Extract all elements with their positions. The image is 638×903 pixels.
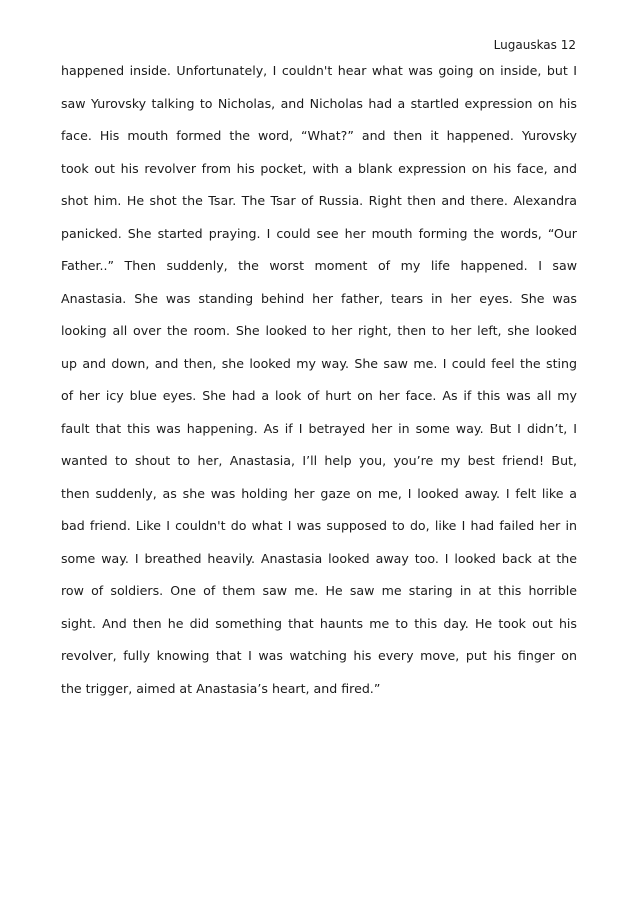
text-line: happened inside. Unfortunately, I couldn't hear what was going on inside, but I xyxy=(61,63,577,78)
running-head: Lugauskas 12 xyxy=(493,38,576,52)
body-paragraph xyxy=(61,61,577,711)
text-line: bad friend. Like I couldn't do what I was supposed to do, like I had failed her in xyxy=(61,518,577,533)
text-line: up and down, and then, she looked my way. She saw me. I could feel the sting xyxy=(61,355,577,371)
text-line: Father..” Then suddenly, the worst moment of my life happened. I saw xyxy=(61,258,577,273)
text-line: then suddenly, as she was holding her gaze on me, I looked away. I felt like a xyxy=(61,485,577,501)
text-line: panicked. She started praying. I could see her mouth forming the words, “Our xyxy=(61,225,577,241)
text-line: face. His mouth formed the word, “What?” and then it happened. Yurovsky xyxy=(61,128,577,143)
text-line: shot him. He shot the Tsar. The Tsar of Russia. Right then and there. Alexandra xyxy=(61,193,577,208)
text-line: Anastasia. She was standing behind her father, tears in her eyes. She was xyxy=(61,290,577,306)
text-line: fault that this was happening. As if I betrayed her in some way. But I didn’t, I xyxy=(61,420,577,436)
text-line: saw Yurovsky talking to Nicholas, and Nicholas had a startled expression on his xyxy=(61,95,577,111)
text-line: revolver, fully knowing that I was watching his every move, put his finger on xyxy=(61,648,577,663)
text-line: row of soldiers. One of them saw me. He saw me staring in at this horrible xyxy=(61,583,577,598)
text-line: sight. And then he did something that haunts me to this day. He took out his xyxy=(61,615,577,631)
text-line: took out his revolver from his pocket, with a blank expression on his face, and xyxy=(61,160,577,176)
text-line-last: the trigger, aimed at Anastasia’s heart, and fired.” xyxy=(61,680,381,696)
text-line: of her icy blue eyes. She had a look of hurt on her face. As if this was all my xyxy=(61,388,577,403)
text-line: looking all over the room. She looked to her right, then to her left, she looked xyxy=(61,323,577,338)
text-line: wanted to shout to her, Anastasia, I’ll help you, you’re my best friend! But, xyxy=(61,453,577,468)
text-line: some way. I breathed heavily. Anastasia looked away too. I looked back at the xyxy=(61,550,577,566)
